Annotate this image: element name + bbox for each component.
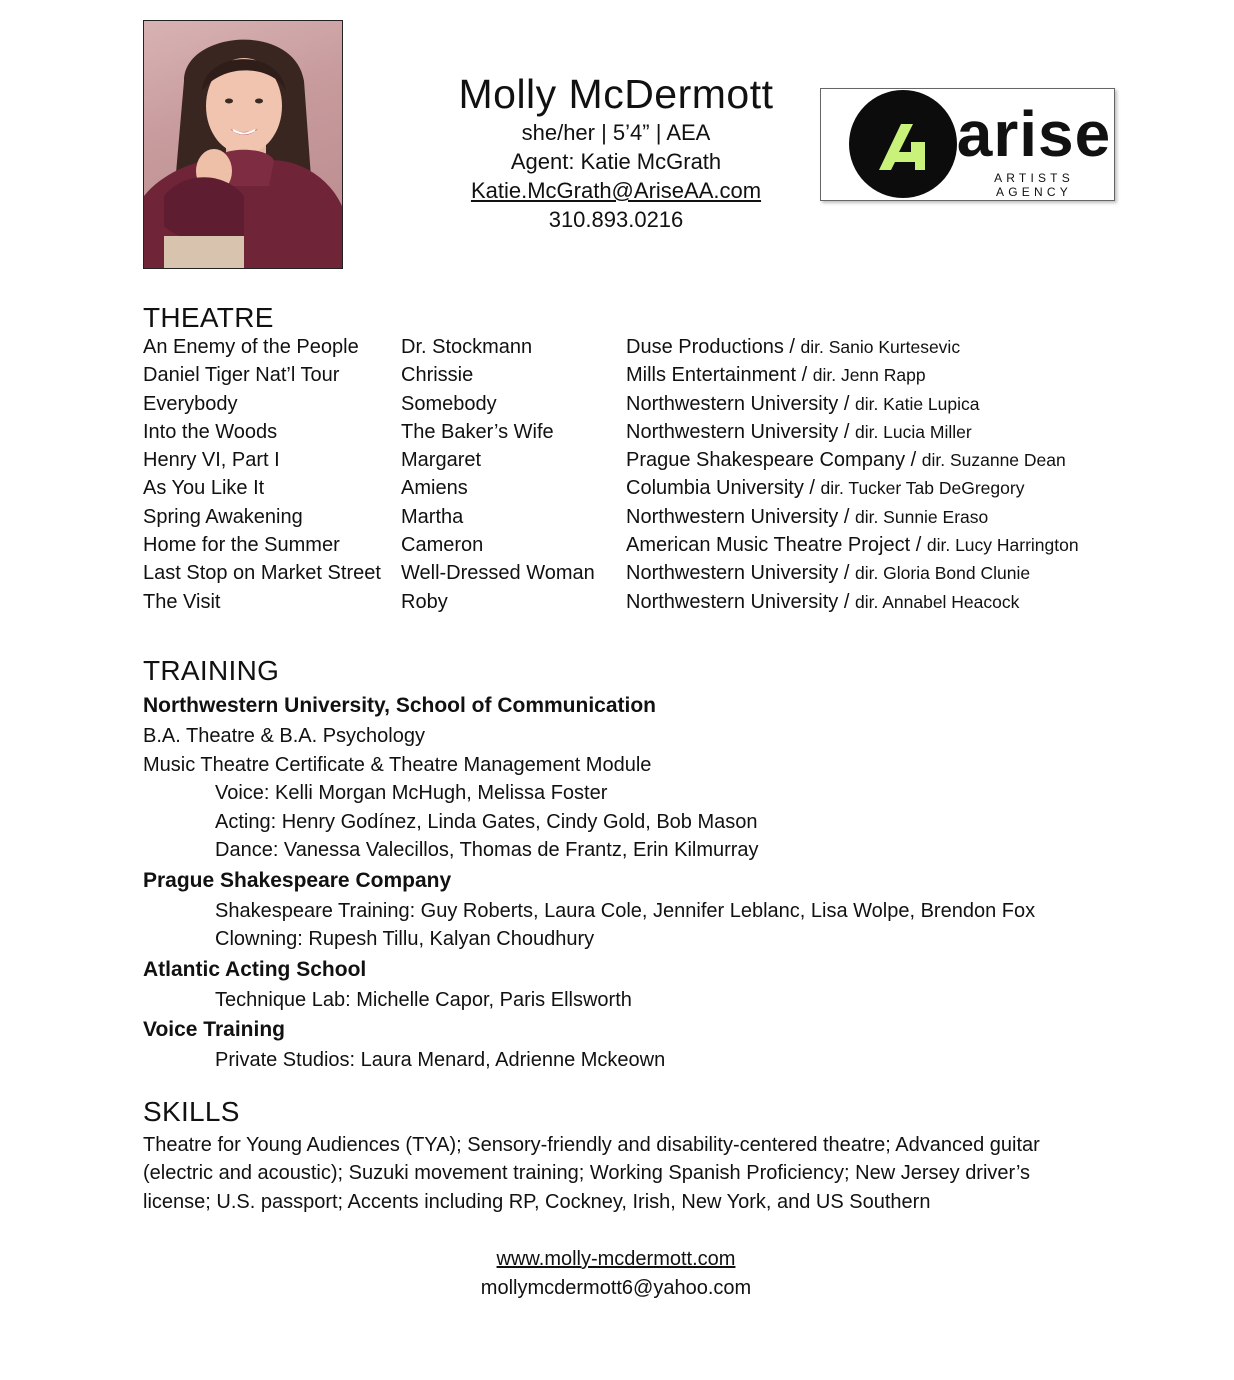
credit-company-name: Northwestern University / xyxy=(626,562,850,585)
training-voice-teachers: Voice: Kelli Morgan McHugh, Melissa Foster xyxy=(215,782,608,804)
agency-wordmark: arise xyxy=(956,98,1112,170)
credit-role: Amiens xyxy=(401,477,468,500)
credit-company-name: Columbia University / xyxy=(626,477,815,500)
credit-row xyxy=(143,531,1143,559)
credit-show: Daniel Tiger Nat’l Tour xyxy=(143,364,340,387)
credit-company xyxy=(626,474,1024,502)
skills-heading: SKILLS xyxy=(143,1096,240,1127)
credit-company-name: Northwestern University / xyxy=(626,392,850,415)
credit-row xyxy=(143,333,1143,361)
training-dance-teachers: Dance: Vanessa Valecillos, Thomas de Frantz, Erin Kilmurray xyxy=(215,839,759,861)
credit-show: Last Stop on Market Street xyxy=(143,562,381,585)
credit-company-name: Northwestern University / xyxy=(626,505,850,528)
training-private-studios: Private Studios: Laura Menard, Adrienne Mckeown xyxy=(215,1049,666,1071)
agent-name: Agent: Katie McGrath xyxy=(510,149,722,174)
header-contact-block xyxy=(400,70,832,234)
credit-director: dir. Lucy Harrington xyxy=(926,535,1079,556)
skills-text: Theatre for Young Audiences (TYA); Sensory-friendly and disability-centered theatre; Advanced guitar (electric and acoustic); Suzuki movement training; Working Spanish Proficiency; New Jersey driver’s license; U.S. passport; Accents including RP, Cockney, Irish, New York, and US Southern xyxy=(143,1134,1040,1213)
pronouns-height-union: she/her | 5’4” | AEA xyxy=(521,120,711,145)
credit-company xyxy=(626,446,1066,474)
training-clowning-teachers: Clowning: Rupesh Tillu, Kalyan Choudhury xyxy=(215,928,595,950)
training-certificate: Music Theatre Certificate & Theatre Management Module xyxy=(143,753,652,776)
credit-role: Martha xyxy=(401,505,464,528)
agency-tagline: ARTISTS AGENCY xyxy=(994,171,1074,199)
credit-director: dir. Suzanne Dean xyxy=(921,450,1066,471)
credit-show: The Visit xyxy=(143,590,221,613)
agent-phone: 310.893.0216 xyxy=(548,207,684,232)
agency-mark-icon xyxy=(849,90,957,198)
training-degree: B.A. Theatre & B.A. Psychology xyxy=(143,725,425,747)
credit-role: Cameron xyxy=(401,534,484,557)
credit-company xyxy=(626,503,988,531)
training-school-prague: Prague Shakespeare Company xyxy=(143,868,452,892)
theatre-heading: THEATRE xyxy=(143,302,274,333)
theatre-credits-table xyxy=(143,333,1143,616)
training-acting-teachers: Acting: Henry Godínez, Linda Gates, Cindy Gold, Bob Mason xyxy=(215,810,758,833)
agency-logo xyxy=(820,88,1115,201)
credit-company xyxy=(626,390,980,418)
credit-show: Home for the Summer xyxy=(143,534,340,557)
credit-show: An Enemy of the People xyxy=(143,336,359,358)
credit-director: dir. Tucker Tab DeGregory xyxy=(820,478,1025,499)
training-heading: TRAINING xyxy=(143,655,280,686)
credit-role: Margaret xyxy=(401,449,482,472)
training-section xyxy=(143,690,1143,1075)
credit-company-name: Northwestern University / xyxy=(626,590,850,613)
performer-name: Molly McDermott xyxy=(458,71,774,117)
credit-company xyxy=(626,333,960,361)
training-school-voice: Voice Training xyxy=(143,1018,285,1041)
credit-company-name: Duse Productions / xyxy=(626,336,795,358)
credit-row xyxy=(143,390,1143,418)
credit-director: dir. Annabel Heacock xyxy=(854,591,1020,612)
credit-row xyxy=(143,446,1143,474)
credit-row xyxy=(143,361,1143,389)
training-school-northwestern: Northwestern University, School of Communication xyxy=(143,694,657,717)
credit-role: Dr. Stockmann xyxy=(401,336,533,358)
credit-role: Somebody xyxy=(401,392,497,415)
credit-company-name: American Music Theatre Project / xyxy=(626,534,922,557)
credit-director: dir. Katie Lupica xyxy=(854,393,980,414)
credit-row xyxy=(143,418,1143,446)
credit-show: Everybody xyxy=(143,392,238,415)
credit-company xyxy=(626,361,926,389)
website-link[interactable]: www.molly-mcdermott.com xyxy=(496,1248,736,1270)
credit-show: Spring Awakening xyxy=(143,505,303,528)
training-school-atlantic: Atlantic Acting School xyxy=(143,957,367,981)
credit-company xyxy=(626,531,1079,559)
credit-role: Chrissie xyxy=(401,364,474,387)
personal-email: mollymcdermott6@yahoo.com xyxy=(480,1276,752,1299)
credit-company-name: Prague Shakespeare Company / xyxy=(626,449,917,472)
credit-row xyxy=(143,559,1143,587)
credit-show: As You Like It xyxy=(143,477,265,500)
credit-company xyxy=(626,588,1019,616)
credit-company-name: Northwestern University / xyxy=(626,420,850,443)
agent-email-link[interactable]: Katie.McGrath@AriseAA.com xyxy=(470,178,762,203)
credit-row xyxy=(143,474,1143,502)
credit-director: dir. Sunnie Eraso xyxy=(854,506,989,527)
credit-director: dir. Jenn Rapp xyxy=(812,365,926,386)
credit-role: The Baker’s Wife xyxy=(401,420,554,443)
credit-role: Roby xyxy=(401,590,448,613)
credit-company xyxy=(626,559,1030,587)
footer-contact xyxy=(400,1245,832,1302)
credit-company xyxy=(626,418,972,446)
credit-row xyxy=(143,503,1143,531)
credit-director: dir. Lucia Miller xyxy=(854,421,972,442)
credit-show: Henry VI, Part I xyxy=(143,449,280,472)
credit-director: dir. Sanio Kurtesevic xyxy=(800,337,961,357)
credit-row xyxy=(143,588,1143,616)
training-technique-lab: Technique Lab: Michelle Capor, Paris Ellsworth xyxy=(215,988,632,1011)
credit-show: Into the Woods xyxy=(143,420,278,443)
credit-company-name: Mills Entertainment / xyxy=(626,364,808,387)
credit-director: dir. Gloria Bond Clunie xyxy=(854,563,1031,584)
headshot-photo xyxy=(143,20,343,269)
training-shakespeare-teachers: Shakespeare Training: Guy Roberts, Laura Cole, Jennifer Leblanc, Lisa Wolpe, Brendon Fox xyxy=(215,899,1036,922)
credit-role: Well-Dressed Woman xyxy=(401,562,595,585)
